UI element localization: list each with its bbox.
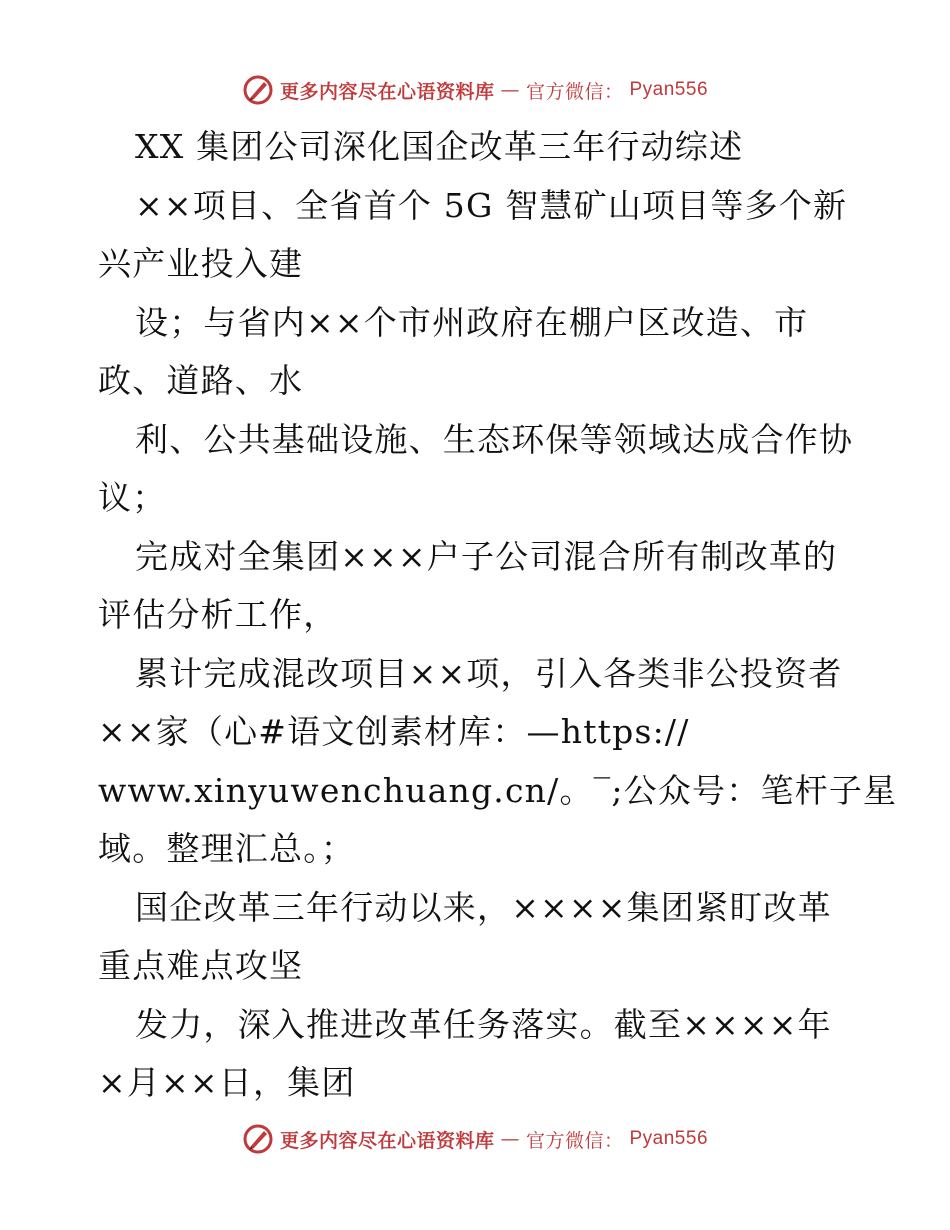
quill-logo-icon <box>242 1123 274 1155</box>
watermark-separator: — <box>500 1128 520 1150</box>
text-line: www.xinyuwenchuang.cn/。‾;公众号：笔杆子星 <box>98 770 898 810</box>
text-line: 议； <box>98 478 167 517</box>
watermark-wechat-label: 官方微信： <box>525 1129 624 1152</box>
watermark-wechat-label: 官方微信： <box>525 80 624 103</box>
text-line: 累计完成混改项目××项，引入各类非公投资者 <box>135 653 843 693</box>
text-line: 设；与省内××个市州政府在棚户区改造、市 <box>135 302 809 342</box>
text-line: 政、道路、水 <box>98 361 304 400</box>
text-line: 完成对全集团×××户子公司混合所有制改革的 <box>135 536 838 576</box>
text-line: 发力，深入推进改革任务落实。截至××××年 <box>135 1004 832 1044</box>
document-body <box>98 118 898 1113</box>
text-line: ××家（心#语文创素材库：—https:// <box>98 712 690 751</box>
header-watermark <box>0 70 950 110</box>
document-title: XX 集团公司深化国企改革三年行动综述 <box>135 127 744 166</box>
watermark-wechat-id: Pyan556 <box>629 79 709 100</box>
text-line: 域。整理汇总。； <box>98 829 356 868</box>
quill-logo-icon <box>242 74 274 106</box>
footer-watermark <box>0 1119 950 1159</box>
watermark-wechat-id: Pyan556 <box>629 1128 709 1149</box>
text-line: 国企改革三年行动以来，××××集团紧盯改革 <box>135 887 832 927</box>
watermark-separator: — <box>500 79 520 101</box>
text-line: 兴产业投入建 <box>98 244 304 283</box>
text-line: 利、公共基础设施、生态环保等领域达成合作协 <box>135 419 854 459</box>
text-line: ×月××日，集团 <box>98 1063 356 1102</box>
text-line: 评估分析工作， <box>98 595 338 634</box>
text-line: ××项目、全省首个 5G 智慧矿山项目等多个新 <box>135 185 848 225</box>
watermark-brand: 更多内容尽在心语资料库 <box>279 80 495 103</box>
watermark-brand: 更多内容尽在心语资料库 <box>279 1129 495 1152</box>
text-line: 重点难点攻坚 <box>98 946 304 985</box>
